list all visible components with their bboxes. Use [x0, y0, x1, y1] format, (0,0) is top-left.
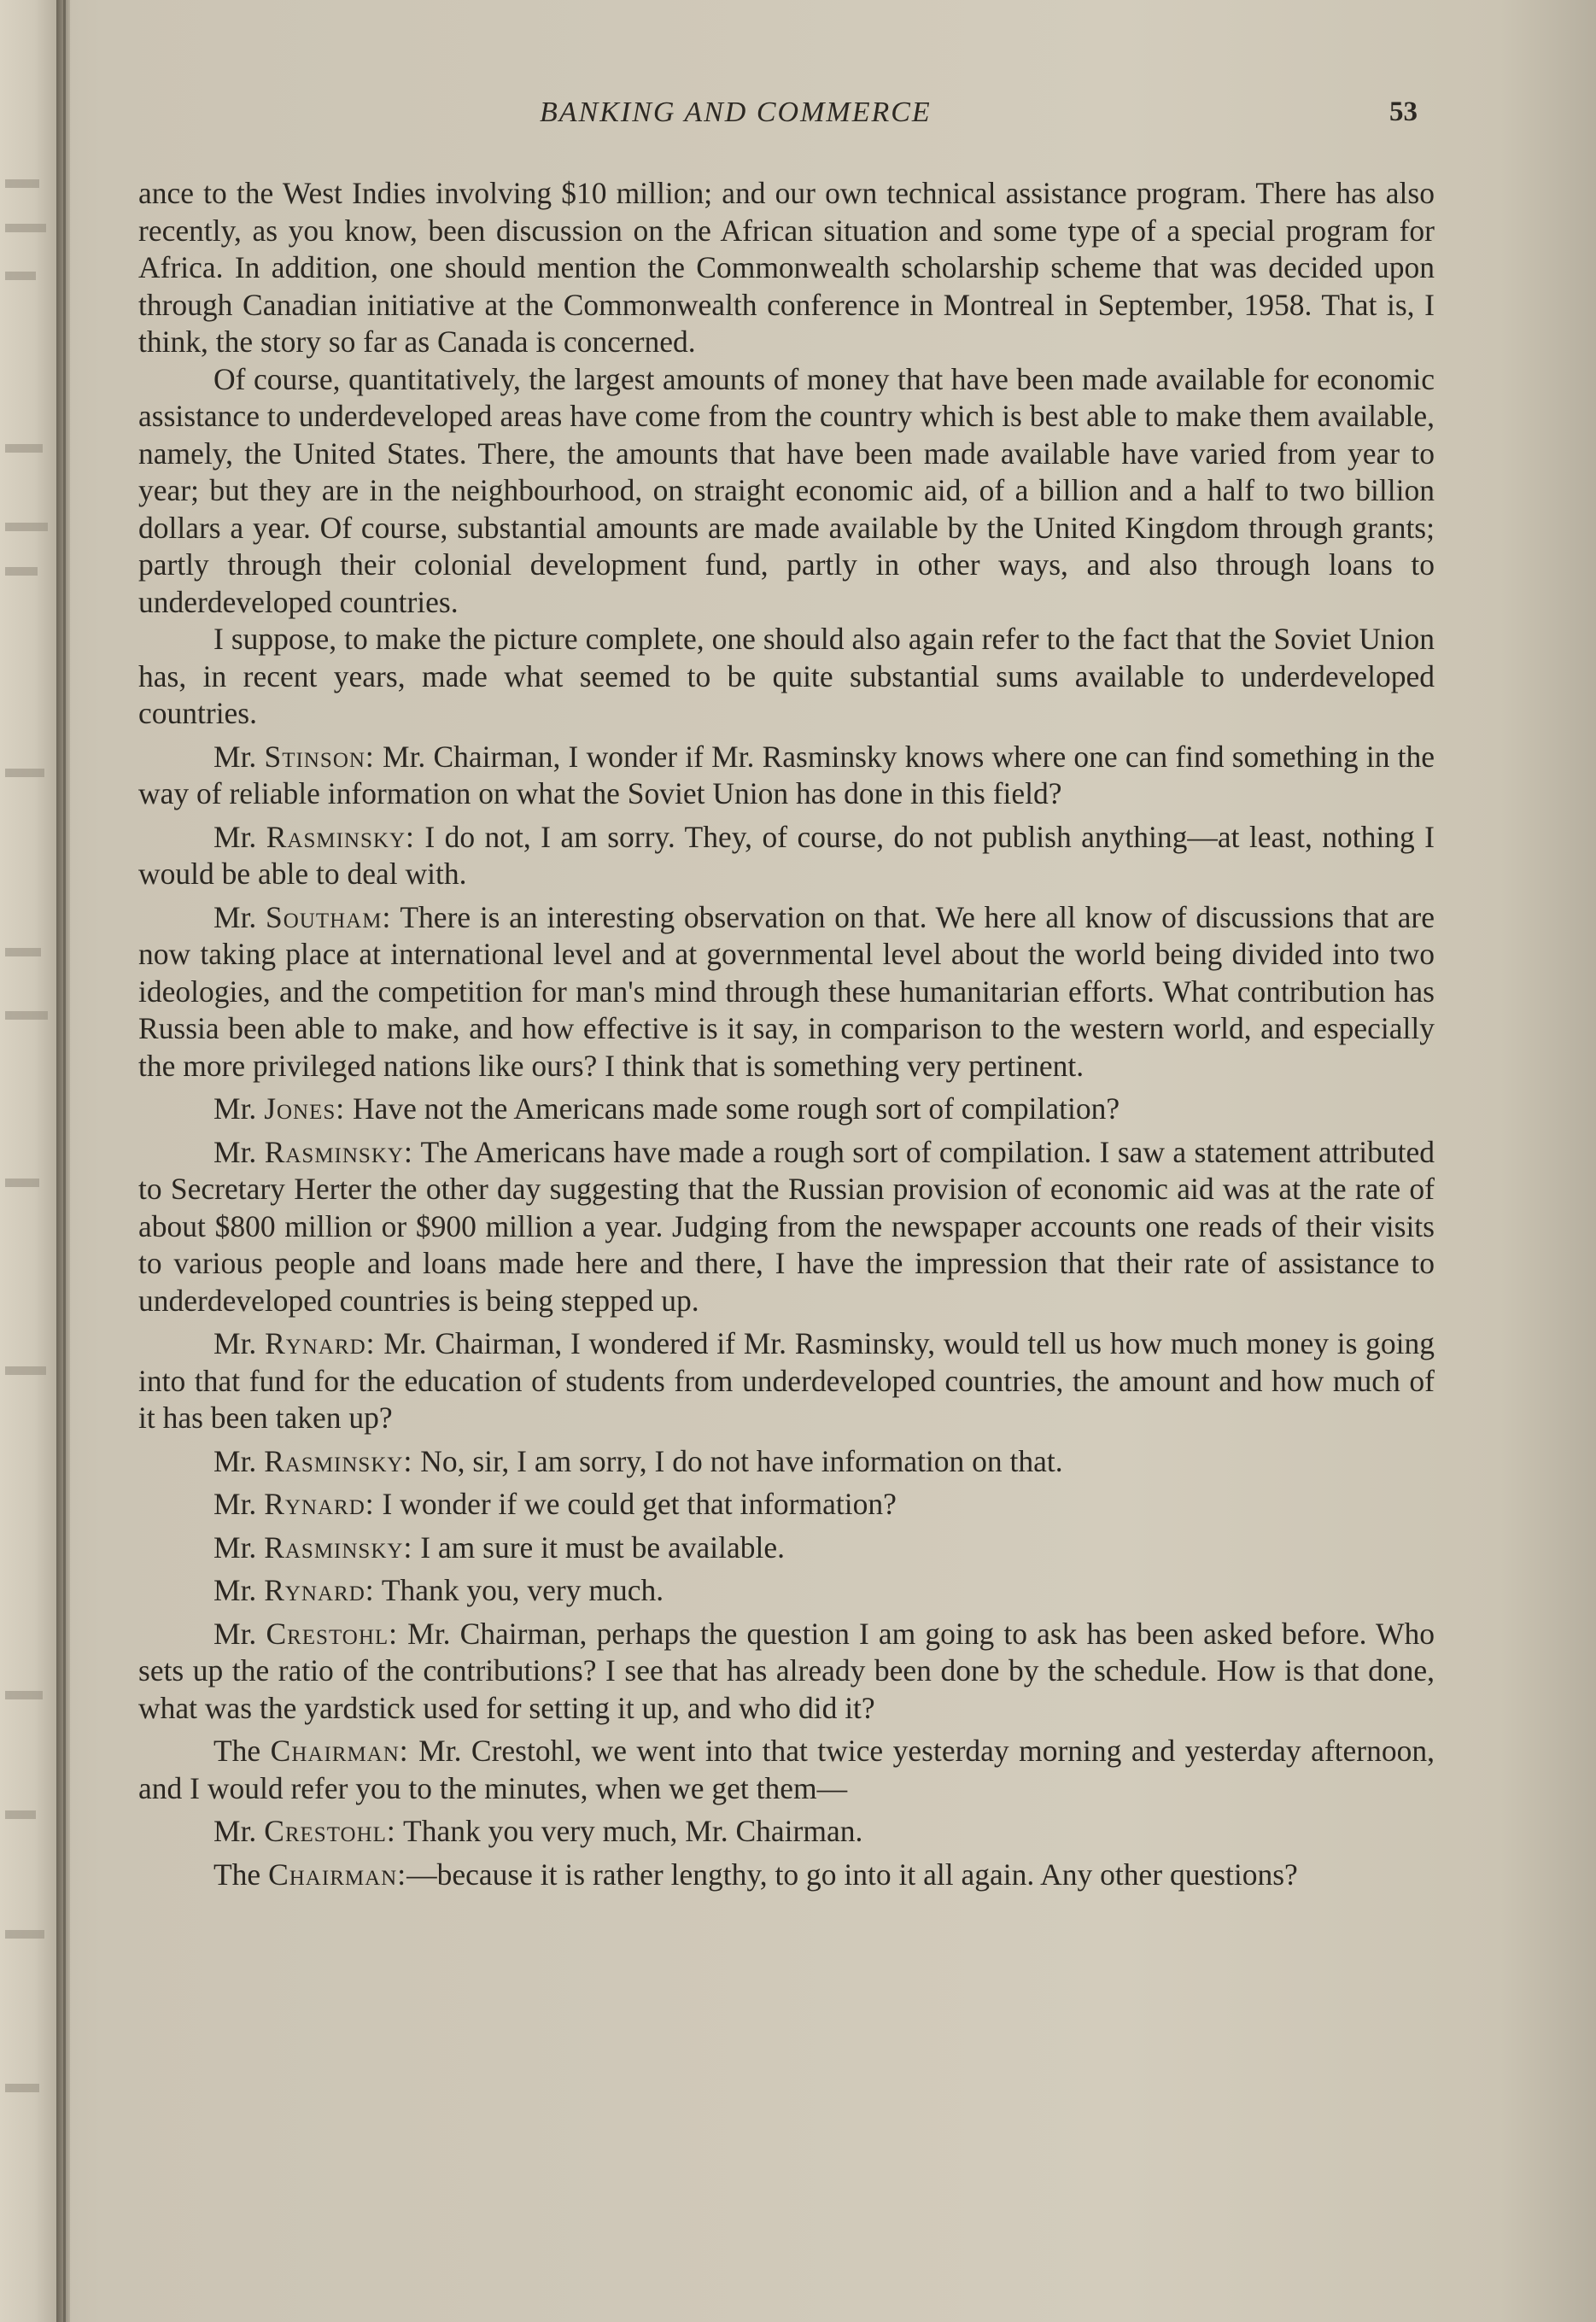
speaker-title: Mr. — [213, 1814, 257, 1848]
speech-text: —because it is rather lengthy, to go into it all again. Any other questions? — [406, 1857, 1298, 1892]
speech-text: I do not, I am sorry. They, of course, do not publish anything—at least, nothing I would be able to deal with. — [138, 819, 1435, 891]
speech-text: Mr. Chairman, perhaps the question I am going to ask has been asked before. Who sets up the ratio of the contributions? I see that has already been done by the schedule. How is that done, what was the yardstick used for setting it up, and who did it? — [138, 1616, 1435, 1725]
speaker-title: Mr. — [213, 819, 257, 854]
speaker-title: The — [213, 1734, 261, 1768]
speaker-name: Rasminsky: — [266, 819, 415, 854]
speaker-title: Mr. — [213, 739, 257, 774]
speech-paragraph — [138, 1134, 1435, 1320]
paragraph-text: Of course, quantitatively, the largest amounts of money that have been made available for economic assistance to underdeveloped areas have come from the country which is best able to make them available, namely, the United States. There, the amounts that have been made available have varied from year to year; but they are in the neighbourhood, on straight economic aid, of a billion and a half to two billion dollars a year. Of course, substantial amounts are made available by the United Kingdom through grants; partly through their colonial development fund, partly in other ways, and also through loans to underdeveloped countries. — [138, 361, 1435, 619]
speech-paragraph — [138, 1325, 1435, 1437]
speech-paragraph — [138, 819, 1435, 893]
speaker-title: Mr. — [213, 1529, 257, 1565]
speech-text: The Americans have made a rough sort of compilation. I saw a statement attributed to Secretary Herter the other day suggesting that the Russian provision of economic aid was at the rate of about $800 million or $900 million a year. Judging from the newspaper accounts one reads of their visits to various people and loans made here and there, I have the impression that their rate of assistance to underdeveloped countries is being stepped up. — [138, 1134, 1435, 1318]
page-number: 53 — [1389, 97, 1418, 127]
speech-text: No, sir, I am sorry, I do not have information on that. — [420, 1443, 1063, 1478]
previous-page-edge — [0, 0, 56, 2322]
speech-paragraph — [138, 739, 1435, 813]
bleed-through-mark — [5, 1930, 44, 1939]
speaker-title: Mr. — [213, 1443, 257, 1478]
speaker-name: Rasminsky: — [264, 1134, 413, 1169]
speech-text: Thank you, very much. — [381, 1573, 664, 1607]
paragraph — [138, 361, 1435, 622]
speaker-name: Rynard: — [264, 1487, 375, 1521]
speech-paragraph — [138, 1443, 1435, 1481]
speaker-name: Crestohl: — [266, 1616, 399, 1651]
speech-paragraph — [138, 1857, 1435, 1894]
speech-text: I am sure it must be available. — [420, 1529, 786, 1565]
speech-text: There is an interesting observation on that. We here all know of discussions that are now taking place at international level and at governmental level about the world being divided into two ideologies, and the competition for man's mind through these humanitarian efforts. What contribution has Russia been able to make, and how effective is it say, in comparison to the western world, and especially the more privileged nations like ours? I think that is something very pertinent. — [138, 899, 1435, 1083]
running-title: BANKING AND COMMERCE — [540, 97, 932, 128]
speaker-title: Mr. — [213, 1487, 257, 1521]
speech-paragraph — [138, 1572, 1435, 1610]
speaker-name: Rynard: — [264, 1573, 375, 1607]
speaker-name: Rynard: — [265, 1326, 376, 1360]
speech-paragraph — [138, 899, 1435, 1085]
speech-paragraph — [138, 1486, 1435, 1524]
bleed-through-mark — [5, 179, 39, 188]
speaker-name: Southam: — [266, 899, 392, 934]
paragraph-text: ance to the West Indies involving $10 million; and our own technical assistance program. There has also recently, as you know, been discussion on the African situation and some type of a special program for Africa. In addition, one should mention the Commonwealth scholarship scheme that was decided upon through Canadian initiative at the Commonwealth conference in Montreal in September, 1958. That is, I think, the story so far as Canada is concerned. — [138, 176, 1435, 359]
speaker-title: The — [213, 1857, 261, 1892]
speech-paragraph — [138, 1813, 1435, 1851]
speaker-title: Mr. — [213, 1326, 257, 1360]
speaker-name: Rasminsky: — [264, 1443, 413, 1478]
paragraph — [138, 621, 1435, 733]
speech-text: I wonder if we could get that information? — [382, 1487, 897, 1521]
speech-text: Thank you very much, Mr. Chairman. — [403, 1814, 863, 1848]
speech-text: Mr. Chairman, I wonder if Mr. Rasminsky knows where one can find something in the way of reliable information on what the Soviet Union has done in this field? — [138, 739, 1435, 810]
running-header — [138, 90, 1435, 141]
bleed-through-mark — [5, 2084, 39, 2092]
bleed-through-mark — [5, 523, 48, 531]
speech-paragraph — [138, 1091, 1435, 1128]
speaker-title: Mr. — [213, 899, 257, 934]
bleed-through-mark — [5, 1011, 48, 1020]
speech-text: Have not the Americans made some rough sort of compilation? — [353, 1091, 1120, 1126]
speaker-name: Crestohl: — [264, 1814, 396, 1848]
bleed-through-mark — [5, 1691, 43, 1699]
speaker-name: Chairman: — [270, 1734, 409, 1768]
paragraph — [138, 175, 1435, 361]
speaker-name: Stinson: — [264, 739, 375, 774]
speech-text: Mr. Chairman, I wondered if Mr. Rasminsky, would tell us how much money is going into that fund for the education of students from underdeveloped countries, the amount and how much of it has been taken up? — [138, 1326, 1435, 1435]
bleed-through-mark — [5, 769, 44, 777]
bleed-through-mark — [5, 1810, 36, 1819]
page-content — [138, 90, 1435, 2276]
speaker-name: Rasminsky: — [264, 1529, 413, 1565]
bleed-through-mark — [5, 272, 36, 280]
speech-text: Mr. Crestohl, we went into that twice yesterday morning and yesterday afternoon, and I would refer you to the minutes, when we get them— — [138, 1734, 1435, 1805]
speech-paragraph — [138, 1616, 1435, 1728]
bleed-through-mark — [5, 1366, 46, 1375]
bleed-through-mark — [5, 948, 41, 956]
bleed-through-mark — [5, 444, 43, 453]
speaker-name: Chairman: — [268, 1857, 407, 1892]
bleed-through-mark — [5, 224, 46, 232]
bleed-through-mark — [5, 1179, 39, 1187]
speaker-title: Mr. — [213, 1573, 257, 1607]
gutter-shadow-line — [63, 0, 66, 2322]
paragraph-text: I suppose, to make the picture complete, one should also again refer to the fact that the Soviet Union has, in recent years, made what seemed to be quite substantial sums available to underdeveloped countries. — [138, 622, 1435, 730]
body-text — [138, 175, 1435, 1893]
bleed-through-mark — [5, 567, 38, 576]
speaker-title: Mr. — [213, 1134, 257, 1169]
speaker-name: Jones: — [264, 1091, 346, 1126]
speech-paragraph — [138, 1733, 1435, 1807]
speaker-title: Mr. — [213, 1091, 257, 1126]
speaker-title: Mr. — [213, 1616, 257, 1651]
speech-paragraph — [138, 1529, 1435, 1567]
